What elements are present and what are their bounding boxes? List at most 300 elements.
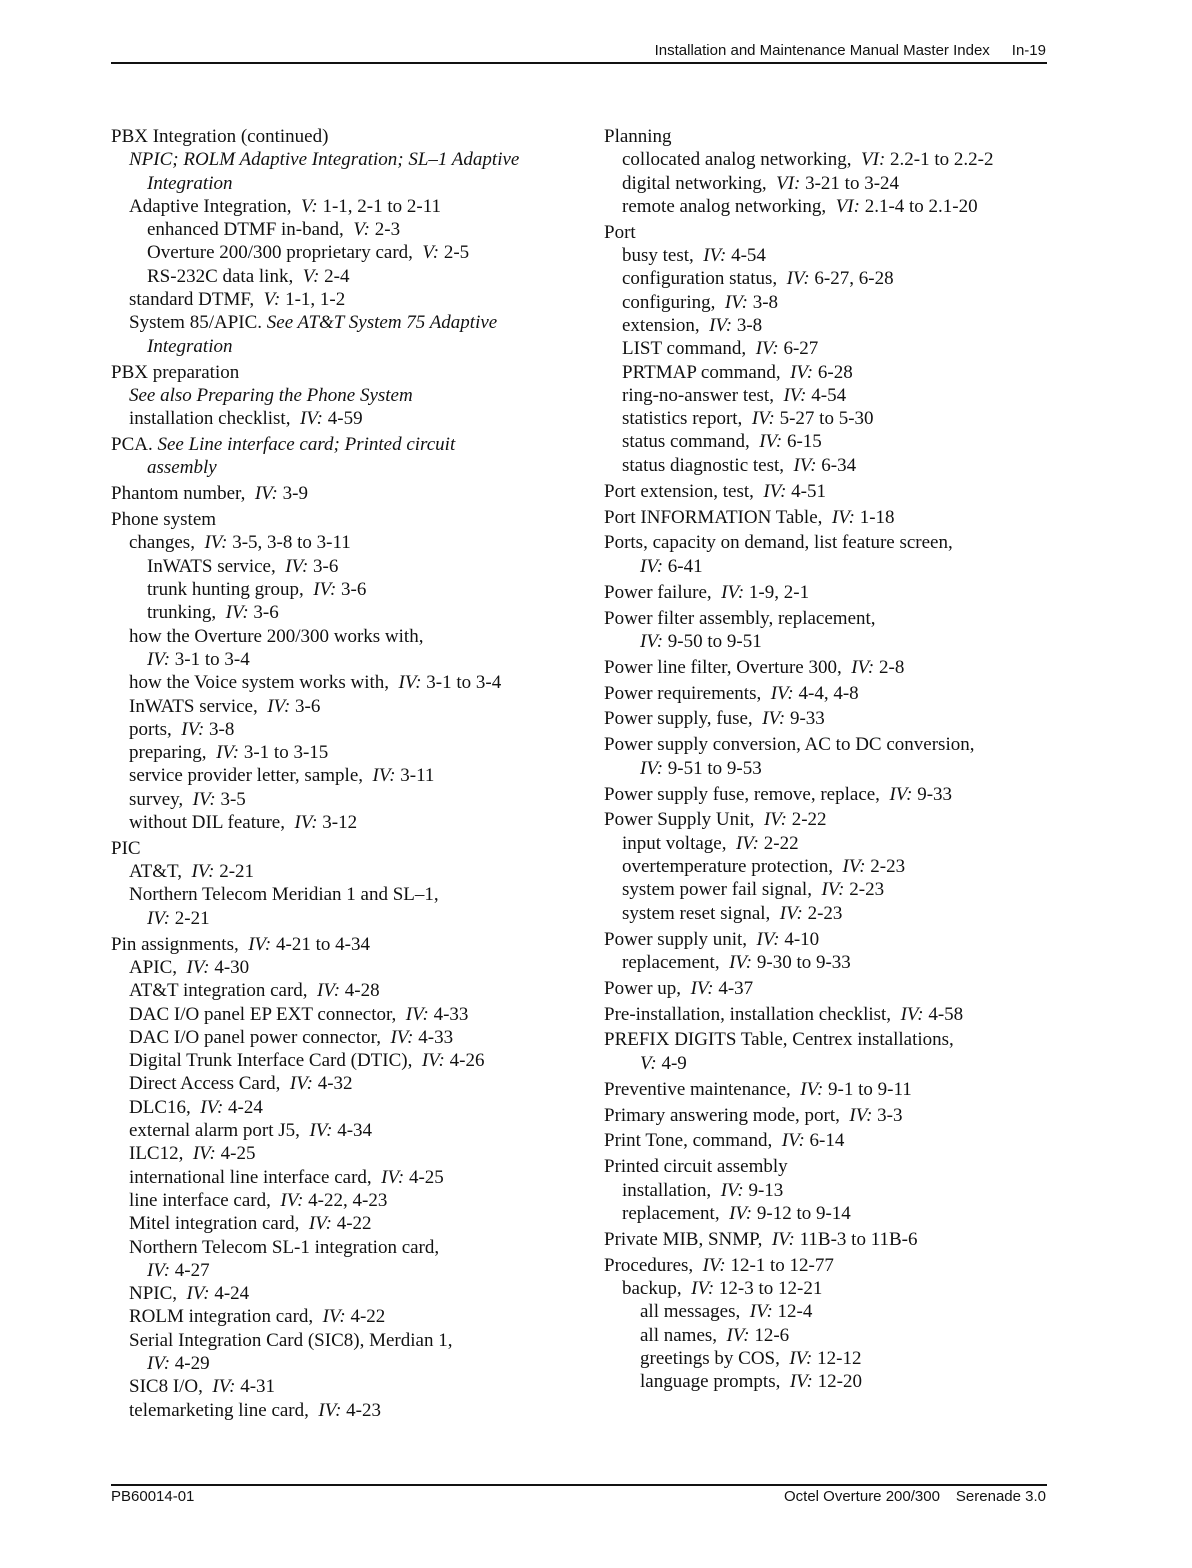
index-entry <box>622 1179 1054 1202</box>
entry-volume: IV: <box>254 483 278 505</box>
entry-cross-reference: See AT&T System 75 Adaptive <box>266 312 498 334</box>
entry-term: enhanced DTMF in-band, <box>147 219 344 241</box>
entry-volume: IV: <box>248 933 272 955</box>
entry-term: Phantom number, <box>111 483 246 505</box>
entry-volume: IV: <box>831 506 855 528</box>
entry-continuation <box>129 907 581 930</box>
entry-term: Adaptive Integration, <box>129 195 292 217</box>
entry-term: Print Tone, command, <box>604 1130 773 1152</box>
entry-term: Mitel integration card, <box>129 1213 300 1235</box>
entry-term: preparing, <box>129 742 207 764</box>
entry-continuation <box>604 630 1054 653</box>
entry-term: backup, <box>622 1278 682 1300</box>
entry-pages: 3-11 <box>400 765 435 787</box>
entry-pages: 9-33 <box>917 783 953 805</box>
entry-term: Serial Integration Card (SIC8), Merdian 1, <box>129 1329 453 1351</box>
entry-term: DLC16, <box>129 1096 191 1118</box>
entry-term: Preventive maintenance, <box>604 1078 791 1100</box>
index-entry <box>604 928 1054 951</box>
index-entry <box>622 407 1054 430</box>
entry-pages: 3-1 to 3-4 <box>426 672 502 694</box>
footer-rule <box>111 1484 1047 1486</box>
entry-pages: 4-34 <box>337 1120 373 1142</box>
entry-pages: 4-33 <box>418 1026 454 1048</box>
entry-term: Pin assignments, <box>111 933 239 955</box>
entry-pages: 3-1 to 3-15 <box>243 742 329 764</box>
entry-volume: V: <box>422 242 440 264</box>
entry-volume: IV: <box>181 718 205 740</box>
entry-term: System 85/APIC. <box>129 312 263 334</box>
index-entry <box>622 1277 1054 1300</box>
entry-volume: IV: <box>191 861 215 883</box>
entry-term: Pre-installation, installation checklist, <box>604 1003 892 1025</box>
index-entry <box>622 384 1054 407</box>
header-title: Installation and Maintenance Manual Master Index <box>654 42 990 59</box>
entry-volume: IV: <box>192 1143 216 1165</box>
entry-volume: IV: <box>381 1166 405 1188</box>
entry-pages: 2-5 <box>443 242 470 264</box>
entry-pages: 6-34 <box>821 454 857 476</box>
index-entry <box>129 531 581 554</box>
entry-continuation <box>129 648 581 671</box>
entry-volume: VI: <box>776 172 801 194</box>
entry-pages: 12-3 to 12-21 <box>718 1278 823 1300</box>
entry-pages: 2-23 <box>807 902 843 924</box>
entry-term: Power requirements, <box>604 682 762 704</box>
index-entry <box>129 407 581 430</box>
entry-term: system power fail signal, <box>622 879 812 901</box>
entry-volume: IV: <box>309 1120 333 1142</box>
index-entry <box>604 656 1054 679</box>
entry-volume: IV: <box>783 384 807 406</box>
entry-term: LIST command, <box>622 338 747 360</box>
entry-volume: IV: <box>759 431 783 453</box>
entry-pages: 3-9 <box>282 483 308 505</box>
entry-term: replacement, <box>622 1202 720 1224</box>
entry-volume: IV: <box>294 811 318 833</box>
entry-volume: IV: <box>285 555 309 577</box>
entry-pages: 4-58 <box>928 1003 964 1025</box>
entry-pages: 4-33 <box>433 1003 469 1025</box>
entry-pages: 3-6 <box>341 579 367 601</box>
entry-term: Power supply fuse, remove, replace, <box>604 783 880 805</box>
entry-volume: IV: <box>691 1278 715 1300</box>
entry-term: collocated analog networking, <box>622 149 852 171</box>
entry-term: Power filter assembly, replacement, <box>604 607 876 629</box>
entry-volume: IV: <box>186 1283 210 1305</box>
index-entry <box>604 607 1054 654</box>
footer-release: Serenade 3.0 <box>955 1488 1046 1505</box>
entry-pages: 4-27 <box>174 1259 210 1281</box>
entry-pages: 3-5 <box>220 788 246 810</box>
entry-volume: IV: <box>789 1347 813 1369</box>
entry-volume: IV: <box>729 1202 753 1224</box>
entry-term: changes, <box>129 532 195 554</box>
entry-volume: IV: <box>186 956 210 978</box>
entry-pages: 12-20 <box>817 1371 862 1393</box>
entry-term: all messages, <box>640 1301 741 1323</box>
index-entry <box>604 480 1054 503</box>
index-entry <box>622 454 1054 477</box>
index-entry <box>622 267 1054 290</box>
entry-term: ILC12, <box>129 1143 184 1165</box>
index-entry <box>147 555 581 578</box>
index-entry <box>604 783 1054 806</box>
entry-pages: 4-37 <box>718 977 754 999</box>
entry-pages: 3-8 <box>736 314 763 336</box>
entry-term: survey, <box>129 788 184 810</box>
running-header <box>655 42 1046 59</box>
index-entry <box>604 125 1054 148</box>
entry-term: Power failure, <box>604 581 712 603</box>
entry-term: DAC I/O panel EP EXT connector, <box>129 1003 397 1025</box>
entry-term: NPIC, <box>129 1283 178 1305</box>
index-entry <box>604 733 1054 780</box>
entry-pages: 3-21 to 3-24 <box>805 172 900 194</box>
index-entry <box>129 1166 581 1189</box>
index-entry <box>604 977 1054 1000</box>
entry-term: InWATS service, <box>129 695 258 717</box>
index-entry <box>129 1282 581 1305</box>
entry-pages: 4-30 <box>214 956 250 978</box>
entry-pages: 4-22, 4-23 <box>308 1189 388 1211</box>
index-entry <box>604 1104 1054 1127</box>
entry-pages: 4-25 <box>408 1166 444 1188</box>
entry-pages: 3-6 <box>295 695 321 717</box>
index-entry <box>111 482 581 505</box>
entry-term: digital networking, <box>622 172 767 194</box>
entry-volume: IV: <box>147 1259 171 1281</box>
entry-pages: 2-23 <box>870 856 906 878</box>
entry-term: Northern Telecom Meridian 1 and SL–1, <box>129 884 439 906</box>
index-entry <box>622 855 1054 878</box>
entry-term: standard DTMF, <box>129 289 255 311</box>
entry-volume: V: <box>301 195 318 217</box>
entry-term: system reset signal, <box>622 902 771 924</box>
entry-volume: IV: <box>690 977 714 999</box>
index-entry <box>129 1026 581 1049</box>
entry-term: how the Overture 200/300 works with, <box>129 625 424 647</box>
entry-volume: IV: <box>709 314 733 336</box>
entry-cross-reference: assembly <box>147 457 217 479</box>
index-entry <box>147 218 581 241</box>
entry-volume: IV: <box>842 856 866 878</box>
index-entry <box>129 1142 581 1165</box>
index-entry <box>604 506 1054 529</box>
entry-term: extension, <box>622 314 700 336</box>
entry-pages: 4-24 <box>228 1096 263 1118</box>
entry-term: overtemperature protection, <box>622 856 834 878</box>
index-entry <box>604 1003 1054 1026</box>
entry-volume: VI: <box>861 149 886 171</box>
entry-continuation <box>111 456 581 479</box>
entry-term: Power supply unit, <box>604 928 748 950</box>
entry-volume: IV: <box>280 1189 304 1211</box>
index-entry <box>111 361 581 384</box>
index-entry <box>640 1300 1054 1323</box>
entry-volume: IV: <box>267 695 291 717</box>
entry-pages: 2-4 <box>324 265 350 287</box>
entry-volume: IV: <box>640 757 664 779</box>
entry-pages: 5-27 to 5-30 <box>779 408 874 430</box>
entry-continuation <box>129 335 581 358</box>
entry-term: PIC <box>111 837 141 859</box>
entry-volume: IV: <box>729 951 753 973</box>
entry-pages: 4-29 <box>174 1353 210 1374</box>
entry-pages: 4-28 <box>344 980 380 1002</box>
entry-term: AT&T, <box>129 861 182 883</box>
entry-term: Printed circuit assembly <box>604 1156 788 1178</box>
index-entry <box>129 1329 581 1376</box>
index-entry <box>604 1129 1054 1152</box>
index-entry <box>111 508 581 531</box>
entry-pages: 6-41 <box>667 555 703 577</box>
entry-term: trunking, <box>147 602 217 624</box>
entry-pages: 6-15 <box>786 431 822 453</box>
entry-volume: IV: <box>308 1213 332 1235</box>
entry-volume: IV: <box>299 408 323 430</box>
entry-pages: 4-25 <box>220 1143 256 1165</box>
entry-term: how the Voice system works with, <box>129 672 390 694</box>
entry-volume: IV: <box>372 765 396 787</box>
entry-pages: 2-22 <box>791 809 827 831</box>
index-entry <box>622 148 1054 171</box>
entry-term: status command, <box>622 431 750 453</box>
index-entry <box>622 244 1054 267</box>
index-entry <box>640 1347 1054 1370</box>
entry-pages: 4-10 <box>784 928 820 950</box>
entry-pages: 9-50 to 9-51 <box>667 630 762 652</box>
entry-continuation <box>129 1259 581 1282</box>
entry-pages: 4-21 to 4-34 <box>276 933 370 955</box>
index-entry <box>129 288 581 311</box>
index-entry <box>147 241 581 264</box>
entry-term: RS-232C data link, <box>147 265 294 287</box>
index-entry <box>129 148 581 195</box>
index-column-right <box>604 125 1054 1394</box>
entry-volume: IV: <box>421 1050 445 1072</box>
entry-volume: IV: <box>770 682 794 704</box>
index-entry <box>129 625 581 672</box>
entry-pages: 3-5, 3-8 to 3-11 <box>232 532 351 554</box>
index-entry <box>129 1003 581 1026</box>
entry-volume: IV: <box>900 1003 924 1025</box>
entry-pages: 3-3 <box>877 1104 903 1126</box>
entry-term: Primary answering mode, port, <box>604 1104 840 1126</box>
entry-term: Port extension, test, <box>604 480 754 502</box>
index-entry <box>622 902 1054 925</box>
entry-volume: IV: <box>763 809 787 831</box>
index-entry <box>622 337 1054 360</box>
index-entry <box>129 979 581 1002</box>
entry-volume: IV: <box>640 555 664 577</box>
entry-cross-reference: Integration <box>147 335 233 357</box>
index-entry <box>622 361 1054 384</box>
entry-pages: 4-4, 4-8 <box>798 682 859 704</box>
entry-term: Phone system <box>111 509 217 531</box>
entry-volume: IV: <box>789 1371 813 1393</box>
entry-pages: 4-54 <box>731 245 766 267</box>
entry-volume: IV: <box>779 902 803 924</box>
entry-pages: 4-24 <box>214 1283 250 1305</box>
entry-pages: 3-6 <box>253 602 279 624</box>
entry-pages: 3-1 to 3-4 <box>174 648 250 670</box>
entry-pages: 6-27 <box>783 338 819 360</box>
entry-pages: 3-6 <box>313 555 339 577</box>
entry-volume: IV: <box>771 1228 795 1250</box>
entry-term: busy test, <box>622 245 694 267</box>
entry-volume: IV: <box>726 1324 750 1346</box>
header-rule <box>111 62 1047 64</box>
entry-pages: 11B-3 to 11B-6 <box>799 1228 918 1250</box>
index-entry <box>129 1399 581 1422</box>
index-entry <box>604 1254 1054 1277</box>
entry-volume: IV: <box>318 1399 342 1421</box>
entry-term: language prompts, <box>640 1371 781 1393</box>
index-column-left <box>111 125 581 1422</box>
entry-pages: 3-8 <box>752 291 779 313</box>
entry-volume: IV: <box>821 879 845 901</box>
entry-volume: IV: <box>800 1078 824 1100</box>
index-entry <box>604 1078 1054 1101</box>
entry-pages: 12-6 <box>754 1324 790 1346</box>
entry-term: PBX preparation <box>111 361 240 383</box>
index-entry <box>147 578 581 601</box>
entry-term: Power supply, fuse, <box>604 708 753 730</box>
entry-term: input voltage, <box>622 832 727 854</box>
entry-volume: IV: <box>147 648 171 670</box>
entry-volume: IV: <box>790 361 814 383</box>
entry-pages: 9-33 <box>789 708 825 730</box>
entry-cross-reference: Integration <box>147 172 233 194</box>
entry-term: Power up, <box>604 977 682 999</box>
entry-term: ROLM integration card, <box>129 1306 314 1328</box>
index-entry <box>604 682 1054 705</box>
entry-term: Planning <box>604 126 672 147</box>
entry-pages: 4-59 <box>327 408 363 430</box>
entry-volume: IV: <box>640 630 664 652</box>
entry-pages: 9-12 to 9-14 <box>756 1202 851 1224</box>
entry-pages: 4-54 <box>811 384 847 406</box>
entry-term: Digital Trunk Interface Card (DTIC), <box>129 1050 413 1072</box>
entry-pages: 2-8 <box>879 656 905 678</box>
entry-pages: 2.2-1 to 2.2-2 <box>890 149 994 171</box>
entry-pages: 2-23 <box>849 879 885 901</box>
entry-volume: IV: <box>721 581 745 603</box>
index-entry <box>604 808 1054 831</box>
entry-pages: 9-1 to 9-11 <box>828 1078 912 1100</box>
entry-term: without DIL feature, <box>129 811 285 833</box>
entry-volume: IV: <box>762 708 786 730</box>
entry-term: ring-no-answer test, <box>622 384 774 406</box>
entry-term: PCA. <box>111 434 153 456</box>
entry-volume: IV: <box>225 602 249 624</box>
index-entry <box>129 1072 581 1095</box>
entry-volume: IV: <box>216 742 240 764</box>
entry-continuation <box>604 1052 1054 1075</box>
index-entry <box>622 1202 1054 1225</box>
entry-pages: 12-1 to 12-77 <box>730 1254 834 1276</box>
index-entry <box>111 933 581 956</box>
entry-pages: 2-21 <box>219 861 255 883</box>
index-entry <box>129 1236 581 1283</box>
index-entry <box>129 718 581 741</box>
index-entry <box>604 1028 1054 1075</box>
entry-term: Procedures, <box>604 1254 694 1276</box>
entry-volume: IV: <box>751 408 775 430</box>
entry-term: remote analog networking, <box>622 195 827 217</box>
index-entry <box>622 195 1054 218</box>
entry-pages: 1-9, 2-1 <box>748 581 810 603</box>
entry-pages: 6-27, 6-28 <box>814 268 894 290</box>
entry-term: DAC I/O panel power connector, <box>129 1026 381 1048</box>
entry-volume: IV: <box>849 1104 873 1126</box>
entry-volume: IV: <box>313 579 337 601</box>
entry-volume: V: <box>263 289 281 311</box>
entry-term: telemarketing line card, <box>129 1399 309 1421</box>
index-entry <box>129 788 581 811</box>
entry-volume: IV: <box>702 1254 726 1276</box>
entry-term: AT&T integration card, <box>129 980 308 1002</box>
entry-pages: 4-22 <box>350 1306 386 1328</box>
index-entry <box>147 265 581 288</box>
index-entry <box>129 384 581 407</box>
entry-pages: 1-1, 2-1 to 2-11 <box>322 195 442 217</box>
entry-pages: 3-8 <box>209 718 235 740</box>
index-entry <box>147 601 581 624</box>
entry-volume: V: <box>353 219 371 241</box>
entry-term: service provider letter, sample, <box>129 765 364 787</box>
index-entry <box>640 1324 1054 1347</box>
index-entry <box>622 314 1054 337</box>
entry-term: Private MIB, SNMP, <box>604 1228 763 1250</box>
entry-volume: IV: <box>781 1130 805 1152</box>
index-entry <box>622 951 1054 974</box>
index-entry <box>129 1049 581 1072</box>
footer-product: Octel Overture 200/300 <box>784 1488 940 1505</box>
entry-volume: IV: <box>212 1376 236 1398</box>
index-entry <box>604 707 1054 730</box>
index-entry <box>129 195 581 218</box>
entry-term: replacement, <box>622 951 720 973</box>
entry-volume: IV: <box>763 480 787 502</box>
entry-cross-reference: NPIC; ROLM Adaptive Integration; SL–1 Adaptive <box>129 149 520 171</box>
entry-pages: 9-13 <box>748 1179 784 1201</box>
entry-volume: VI: <box>835 195 860 217</box>
entry-pages: 2.1-4 to 2.1-20 <box>864 195 978 217</box>
entry-volume: V: <box>302 265 320 287</box>
entry-volume: IV: <box>749 1301 773 1323</box>
entry-term: status diagnostic test, <box>622 454 785 476</box>
entry-term: line interface card, <box>129 1189 271 1211</box>
entry-continuation <box>129 172 581 195</box>
footer-doc-number: PB60014-01 <box>111 1488 195 1505</box>
entry-pages: 6-28 <box>817 361 853 383</box>
entry-pages: 1-18 <box>859 506 895 528</box>
entry-volume: IV: <box>756 928 780 950</box>
entry-term: Overture 200/300 proprietary card, <box>147 242 413 264</box>
entry-term: PRTMAP command, <box>622 361 781 383</box>
index-entry <box>622 832 1054 855</box>
index-entry <box>129 695 581 718</box>
index-entry <box>129 860 581 883</box>
entry-pages: 4-26 <box>449 1050 485 1072</box>
entry-volume: IV: <box>192 788 216 810</box>
index-entry <box>129 1305 581 1328</box>
entry-pages: 9-51 to 9-53 <box>667 757 762 779</box>
entry-pages: 2-22 <box>763 832 799 854</box>
entry-term: trunk hunting group, <box>147 579 304 601</box>
